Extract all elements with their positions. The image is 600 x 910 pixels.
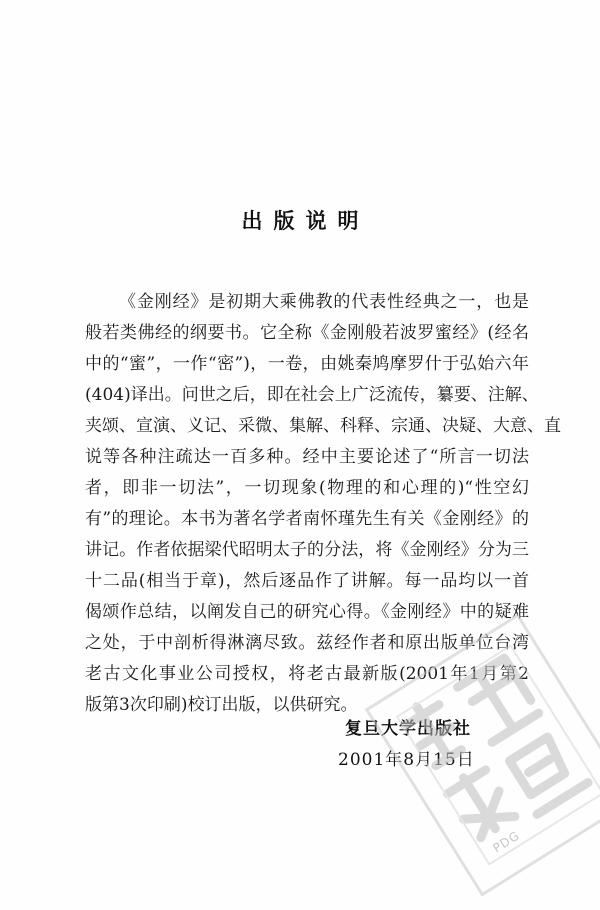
- publish-date: 2001年8月15日: [338, 750, 475, 770]
- text-line: 中的“蜜”，一作“密”)，一卷，由姚秦鸠摩罗什于弘始六年: [85, 354, 529, 374]
- page-title: 出版说明: [241, 209, 370, 233]
- text-line: 讲记。作者依据梁代昭明太子的分法，将《金刚经》分为三: [85, 540, 529, 560]
- watermark-text: PDG: [490, 828, 523, 856]
- text-line: 说等各种注疏达一百多种。经中主要论述了“所言一切法: [85, 447, 529, 467]
- text-line: 有”的理论。本书为著名学者南怀瑾先生有关《金刚经》的: [85, 509, 529, 529]
- text-line: 十二品(相当于章)，然后逐品作了讲解。每一品均以一首: [85, 571, 529, 591]
- text-line: (404)译出。问世之后，即在社会上广泛流传，纂要、注解、: [85, 385, 539, 405]
- text-line: 版第3次印刷)校订出版，以供研究。: [85, 695, 358, 715]
- text-line: 夹颂、宣演、义记、采微、集解、科释、宗通、决疑、大意、直: [85, 416, 561, 436]
- text-line: 偈颂作总结，以阐发自己的研究心得。《金刚经》中的疑难: [85, 602, 529, 622]
- text-line: 者，即非一切法”，一切现象(物理的和心理的)“性空幻: [85, 478, 529, 498]
- text-line: 之处，于中剖析得淋漓尽致。兹经作者和原出版单位台湾: [85, 633, 529, 653]
- text-line: 《金刚经》是初期大乘佛教的代表性经典之一，也是: [119, 292, 529, 312]
- publisher-name: 复旦大学出版社: [345, 719, 471, 739]
- text-line: 般若类佛经的纲要书。它全称《金刚般若波罗蜜经》(经名: [85, 323, 529, 343]
- text-line: 老古文化事业公司授权，将老古最新版(2001年1月第2: [85, 664, 529, 684]
